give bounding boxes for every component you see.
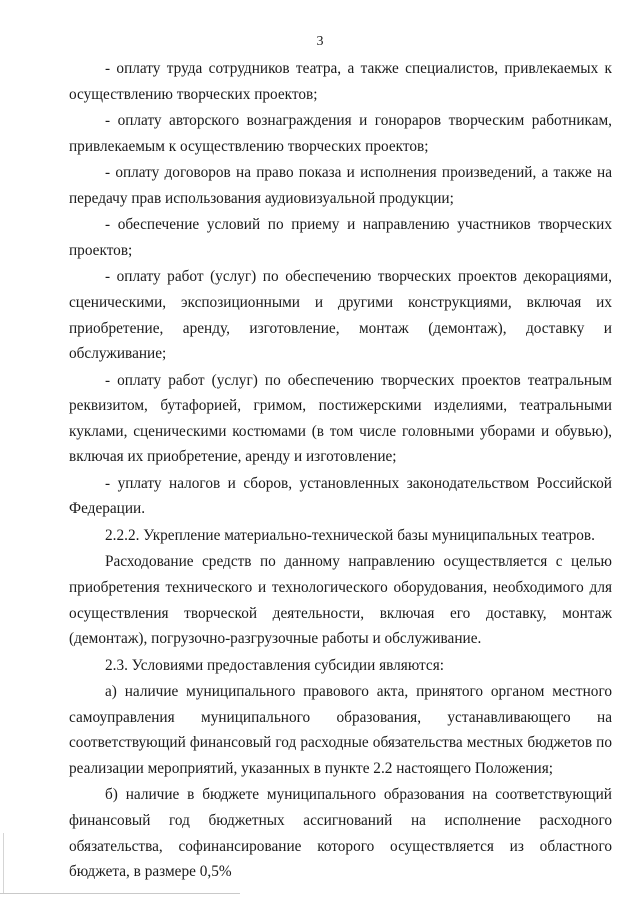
paragraph-scenery: - оплату работ (услуг) по обеспечению творческих проектов декорациями, сценическими, экспозиционными и другими конструкциями, включая их приобретение, аренду, изготовление, монтаж (демонтаж), доставку и обслуживание; (69, 268, 612, 363)
paragraph-taxes: - уплату налогов и сборов, установленных законодательством Российской Федерации. (69, 474, 612, 518)
document-body (69, 56, 612, 886)
paragraph-section-2-3: 2.3. Условиями предоставления субсидии являются: (105, 656, 445, 674)
scan-bottom-rule (0, 893, 240, 894)
page-number: 3 (316, 34, 324, 49)
paragraph-equipment: Расходование средств по данному направлению осуществляется с целью приобретения технического и технологического оборудования, необходимого для осуществления творческой деятельности, включая его доставку, монтаж (демонтаж), погрузочно-разгрузочные работы и обслуживание. (69, 553, 612, 648)
paragraph-performance-contracts: - оплату договоров на право показа и исполнения произведений, а также на передачу прав использования аудиовизуальной продукции; (69, 164, 612, 207)
paragraph-condition-b: б) наличие в бюджете муниципального образования на соответствующий финансовый год бюджетных ассигнований на исполнение расходного обязательства, софинансирование которого осуществляется из областного бюджета, в размере 0,5% (69, 786, 612, 881)
scan-edge-mark (3, 833, 4, 893)
paragraph-section-2-2-2: 2.2.2. Укрепление материально-технической базы муниципальных театров. (105, 526, 595, 544)
paragraph-author-fees: - оплату авторского вознаграждения и гонораров творческим работникам, привлекаемым к осуществлению творческих проектов; (69, 112, 612, 155)
paragraph-props-costumes: - оплату работ (услуг) по обеспечению творческих проектов театральным реквизитом, бутафорией, гримом, постижерскими изделиями, театральными куклами, сценическими костюмами (в том числе головными уборами и обувью), включая их приобретение, аренду и изготовление; (69, 371, 612, 466)
paragraph-staff-pay: - оплату труда сотрудников театра, а также специалистов, привлекаемых к осуществлению творческих проектов; (69, 60, 612, 103)
paragraph-condition-a: а) наличие муниципального правового акта, принятого органом местного самоуправления муниципального образования, устанавливающего на соответствующий финансовый год расходные обязательства местных бюджетов по реализации мероприятий, указанных в пункте 2.2 настоящего Положения; (69, 683, 612, 777)
paragraph-participants: - обеспечение условий по приему и направлению участников творческих проектов; (69, 216, 612, 259)
